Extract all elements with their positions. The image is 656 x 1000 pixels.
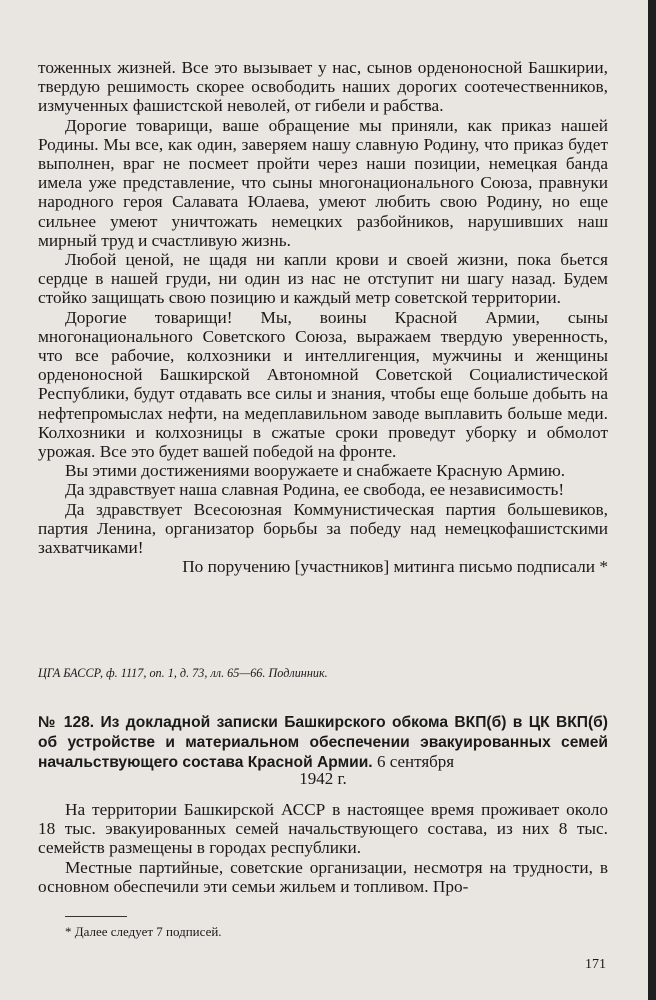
- footnote: * Далее следует 7 подписей.: [65, 924, 222, 939]
- report-body: [38, 800, 608, 896]
- paragraph: тоженных жизней. Все это вызывает у нас, сынов орденоносной Башкирии, твердую решимость скорее освободить наших дорогих соотечественников, измученных фашистской неволей, от гибели и рабства.: [38, 58, 608, 116]
- paragraph: Любой ценой, не щадя ни капли крови и своей жизни, пока бьется сердце в нашей груди, ни один из нас не отступит ни шагу назад. Будем стойко защищать свою позицию и каждый метр советской территории.: [38, 250, 608, 308]
- heading-year: 1942 г.: [299, 769, 347, 788]
- paragraph: Вы этими достижениями вооружаете и снабжаете Красную Армию.: [65, 461, 566, 481]
- paragraph: На территории Башкирской АССР в настоящее время проживает около 18 тыс. эвакуированных семей начальствующего состава, из них 8 тыс. семейств размещены в городах республики.: [38, 800, 608, 858]
- heading-date: 6 сентября: [376, 752, 455, 772]
- page-number: 171: [585, 957, 606, 972]
- paragraph: Дорогие товарищи, ваше обращение мы приняли, как приказ нашей Родины. Мы все, как один, заверяем нашу славную Родину, что приказ будет выполнен, враг не посмеет пройти через наши позиции, немецкая банда имела уже представление, что сыны многонационального Союза, правнуки народного героя Салавата Юлаева, умеют любить свою Родину, но еще сильнее умеют уничтожать немецких разбойников, нарушивших наш мирный труд и счастливую жизнь.: [38, 115, 608, 250]
- paragraph: Да здравствует Всесоюзная Коммунистическая партия большевиков, партия Ленина, организатор борьбы за победу над немецкофашистскими захватчиками!: [38, 499, 608, 558]
- document-heading: [38, 713, 608, 773]
- paragraph: Да здравствует наша славная Родина, ее свобода, ее независимость!: [65, 480, 565, 500]
- letter-body: [38, 58, 608, 576]
- heading-title: № 128. Из докладной записки Башкирского обкома ВКП(б) в ЦК ВКП(б) об устройстве и материальном обеспечении эвакуированных семей начальствующего состава Красной Армии.: [38, 714, 608, 772]
- paragraph: Местные партийные, советские организации, несмотря на трудности, в основном обеспечили эти семьи жильем и топливом. Про-: [38, 857, 608, 896]
- signature-line: По поручению [участников] митинга письмо подписали *: [182, 557, 608, 577]
- archive-source: ЦГА БАССР, ф. 1117, оп. 1, д. 73, лл. 65—66. Подлинник.: [38, 666, 328, 680]
- footnote-divider: [65, 916, 127, 917]
- paragraph: Дорогие товарищи! Мы, воины Красной Армии, сыны многонационального Советского Союза, выражаем твердую уверенность, что все рабочие, колхозники и интеллигенция, мужчины и женщины орденоносной Башкирской Автономной Советской Социалистической Республики, будут отдавать все силы и знания, чтобы еще больше добыть на нефтепромыслах нефти, на медеплавильном заводе выплавить больше меди. Колхозники и колхозницы в сжатые сроки проведут уборку и обмолот урожая. Все это будет вашей победой на фронте.: [38, 307, 608, 462]
